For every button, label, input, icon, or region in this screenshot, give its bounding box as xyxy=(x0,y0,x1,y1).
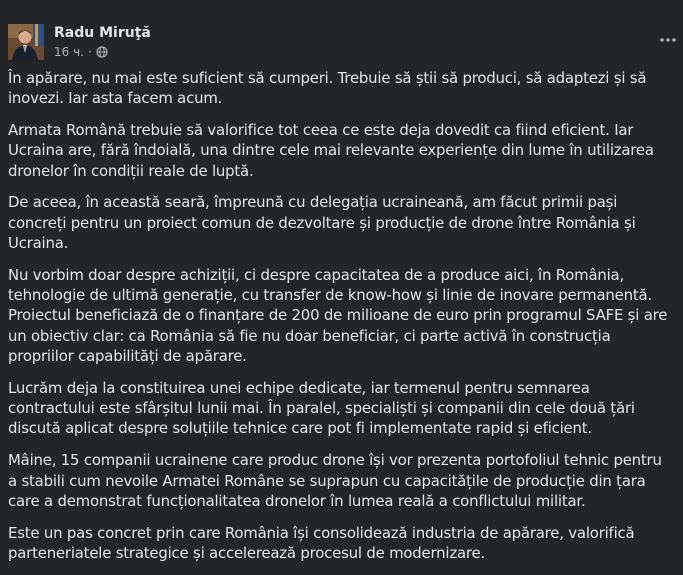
post-header xyxy=(8,24,673,64)
post-body xyxy=(8,68,675,575)
post-meta xyxy=(54,45,108,59)
post-timestamp[interactable]: 16 ч. xyxy=(54,45,84,59)
post-paragraph: Nu vorbim doar despre achiziții, ci despre capacitatea de a produce aici, în România, tehnologie de ultimă generație, cu transfer de know-how și linie de inovare permanentă. Proiectul beneficiază de o finanțare de 200 de milioane de euro prin programul SAFE și are un obiectiv clar: ca România să fie nu doar beneficiar, ci parte activă în construcția propriilor capabilități de apărare. xyxy=(8,265,668,366)
post-paragraph: Mâine, 15 companii ucrainene care produc drone își vor prezenta portofoliul tehnic pentru a stabili cum nevoile Armatei Române se suprapun cu capacitățile de producție din țara care a demonstrat funcționalitatea dronelor în lumea reală a conflictului militar. xyxy=(8,451,662,510)
post-paragraph: Lucrăm deja la constituirea unei echipe dedicate, iar termenul pentru semnarea contractului este sfârșitul lunii mai. În paralel, specialiști și companii din cele două țări discută aplicat despre soluțiile tehnice care pot fi implementate rapid și eficient. xyxy=(8,378,635,438)
avatar[interactable] xyxy=(8,24,44,60)
author-name[interactable]: Radu Miruţă xyxy=(54,25,151,41)
profile-photo-icon xyxy=(8,24,44,60)
meta-separator: · xyxy=(88,45,92,59)
more-horizontal-icon[interactable] xyxy=(656,30,680,50)
post-paragraph: În apărare, nu mai este suficient să cumperi. Trebuie să știi să produci, să adaptezi și să inovezi. Iar asta facem acum. xyxy=(8,69,647,108)
post-paragraph: De aceea, în această seară, împreună cu delegația ucraineană, am făcut primii pași concreți pentru un proiect comun de dezvoltare și producție de drone între România și Ucraina. xyxy=(8,193,636,253)
post-paragraph: Armata Română trebuie să valorifice tot ceea ce este deja dovedit ca fiind eficient. Iar Ucraina are, fără îndoială, una dintre cele mai relevante experiențe din lume în utilizarea dronelor în condiții reale de luptă. xyxy=(8,121,654,180)
globe-icon[interactable] xyxy=(96,46,108,58)
post-paragraph: Este un pas concret prin care România își consolidează industria de apărare, valorifică parteneriatele strategice și accelerează procesul de modernizare. xyxy=(8,523,635,562)
